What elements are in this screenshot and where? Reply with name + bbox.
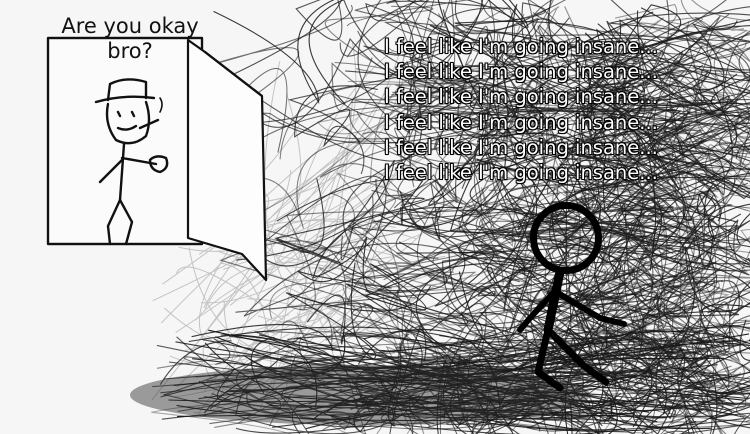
thought-text-block (384, 34, 746, 185)
doorway-icon (48, 38, 266, 280)
speech-text (40, 14, 220, 64)
thought-line: I feel like I'm going insane... (384, 160, 658, 184)
speech-line-2: bro? (107, 39, 153, 63)
speech-line-1: Are you okay (61, 14, 199, 38)
thought-line: I feel like I'm going insane... (384, 110, 658, 134)
thought-line: I feel like I'm going insane... (384, 60, 658, 84)
thought-line: I feel like I'm going insane... (384, 85, 658, 109)
thought-line: I feel like I'm going insane... (384, 35, 658, 58)
ground-shadow (130, 365, 590, 425)
thought-line: I feel like I'm going insane... (384, 135, 658, 159)
